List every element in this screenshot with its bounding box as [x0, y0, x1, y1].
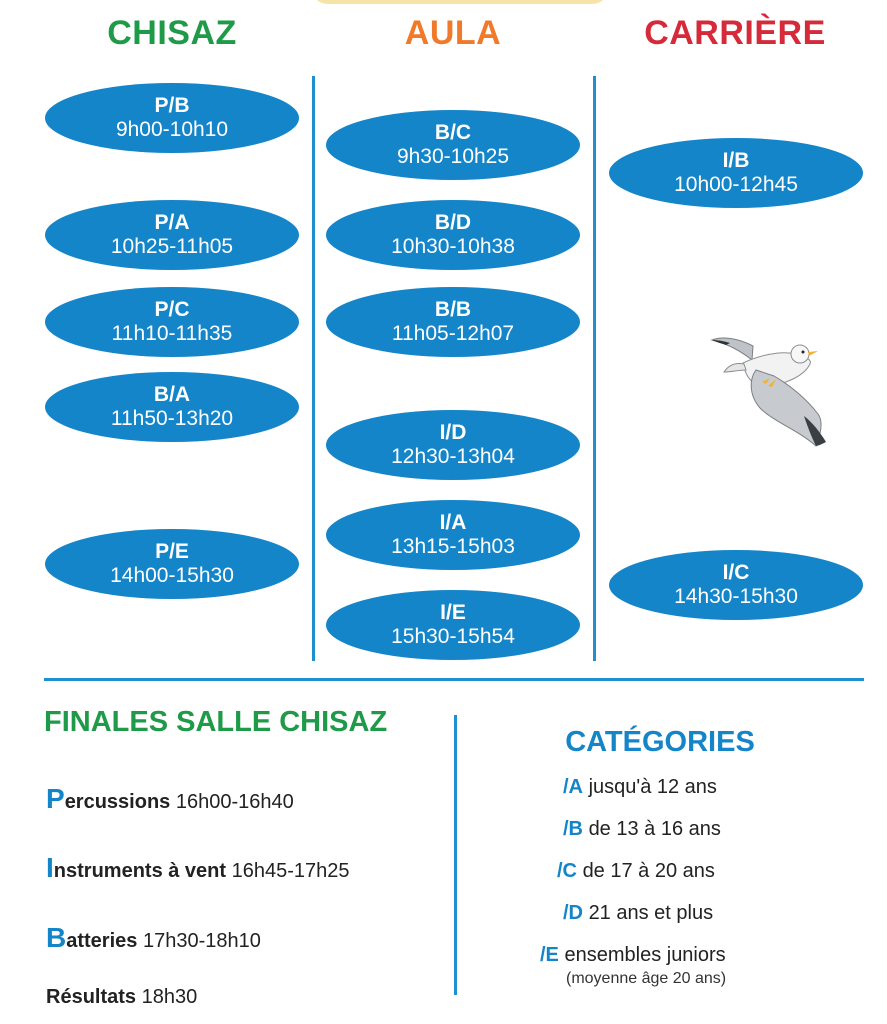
category-note: (moyenne âge 20 ans) [566, 970, 727, 987]
slot-code: I/E [440, 600, 466, 624]
schedule-slot-chisaz [45, 529, 299, 599]
category-item [563, 776, 717, 799]
category-text: de 13 à 16 ans [588, 818, 721, 840]
slot-code: P/C [154, 297, 190, 321]
final-label: ercussions [64, 791, 171, 813]
category-code: /B [563, 818, 583, 840]
slot-time: 9h00-10h10 [115, 118, 229, 141]
schedule-slot-aula [326, 110, 580, 180]
schedule-slot-chisaz [45, 200, 299, 270]
schedule-slot-aula [326, 287, 580, 357]
slot-time: 10h30-10h38 [391, 235, 515, 258]
category-item [563, 902, 713, 925]
category-text: de 17 à 20 ans [582, 860, 715, 882]
final-instruments [46, 852, 350, 884]
schedule-slot-chisaz [45, 287, 299, 357]
slot-time: 12h30-13h04 [391, 445, 515, 468]
category-item [540, 944, 726, 967]
slot-time: 11h10-11h35 [111, 322, 233, 345]
slot-time: 11h50-13h20 [110, 407, 234, 430]
category-text: ensembles juniors [564, 944, 726, 966]
final-time: 17h30-18h10 [142, 930, 261, 952]
schedule-slot-chisaz [45, 83, 299, 153]
categories-title: CATÉGORIES [565, 726, 755, 758]
schedule-slot-aula [326, 590, 580, 660]
slot-time: 11h05-12h07 [391, 322, 515, 345]
category-code: /D [563, 902, 583, 924]
category-text: 21 ans et plus [588, 902, 714, 924]
final-label: nstruments à vent [53, 860, 227, 882]
final-results [46, 986, 197, 1009]
final-initial: I [46, 852, 54, 883]
slot-code: P/A [154, 210, 190, 234]
final-label: atteries [66, 930, 138, 952]
slot-code: P/E [155, 539, 189, 563]
final-percussions [46, 783, 294, 815]
category-text: jusqu'à 12 ans [588, 776, 717, 798]
category-code: /C [557, 860, 577, 882]
slot-time: 14h30-15h30 [674, 585, 798, 608]
final-time: 16h00-16h40 [175, 791, 294, 813]
venue-chisaz-title: CHISAZ [107, 14, 237, 52]
slot-time: 14h00-15h30 [110, 564, 234, 587]
slot-code: B/B [434, 297, 472, 321]
seagull-icon [708, 318, 838, 453]
schedule-slot-carriere [609, 550, 863, 620]
column-divider [593, 76, 596, 661]
slot-time: 13h15-15h03 [391, 535, 515, 558]
final-label: Résultats [46, 986, 137, 1008]
schedule-slot-carriere [609, 138, 863, 208]
schedule-slot-aula [326, 200, 580, 270]
column-divider [454, 715, 457, 995]
final-initial: B [46, 922, 67, 953]
final-initial: P [46, 783, 65, 814]
venue-carriere-title: CARRIÈRE [644, 14, 826, 52]
slot-code: I/B [722, 148, 750, 172]
column-divider [312, 76, 315, 661]
category-item [557, 860, 715, 883]
category-item [563, 818, 721, 841]
schedule-slot-chisaz [45, 372, 299, 442]
category-code: /E [540, 944, 559, 966]
schedule-slot-aula [326, 410, 580, 480]
slot-code: B/A [153, 382, 191, 406]
slot-time: 9h30-10h25 [396, 145, 510, 168]
slot-time: 15h30-15h54 [391, 625, 515, 648]
venue-aula-title: AULA [404, 14, 502, 52]
final-batteries [46, 922, 261, 954]
slot-time: 10h00-12h45 [674, 173, 798, 196]
slot-code: B/D [434, 210, 472, 234]
slot-code: B/C [434, 120, 472, 144]
slot-code: I/A [439, 510, 467, 534]
sun-decoration [310, 0, 610, 4]
final-time: 16h45-17h25 [231, 860, 350, 882]
slot-code: I/C [722, 560, 750, 584]
slot-code: I/D [439, 420, 467, 444]
schedule-slot-aula [326, 500, 580, 570]
category-code: /A [563, 776, 583, 798]
final-time: 18h30 [141, 986, 198, 1008]
finals-title: FINALES SALLE CHISAZ [44, 706, 388, 738]
slot-code: P/B [154, 93, 190, 117]
slot-time: 10h25-11h05 [110, 235, 234, 258]
section-divider [44, 678, 864, 681]
